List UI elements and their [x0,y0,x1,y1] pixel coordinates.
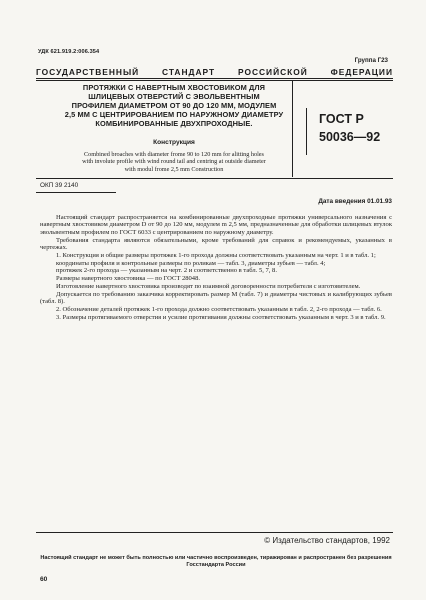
paragraph: 1. Конструкция и общие размеры протяжек 1-го прохода должны соответствовать указанным на черт. 1 и в табл. 1; [56,251,376,259]
udk-code: УДК 621.919.2:006.354 [38,49,100,55]
notice-line: Настоящий стандарт не может быть полностью или частично воспроизведен, тиражирован и распространен без разрешения [40,555,392,561]
paragraph: протяжек 2-го прохода — указанным на черт. 2 и соответственно в табл. 5, 7, 8. [56,267,277,275]
paragraph: Настоящий стандарт распространяется на комбинированные двухпроходные протяжки универсального назначения с навертным хвостовиком диаметром D от 90 до 120 мм, модулем m 2,5 мм, предназначенные для обработки шлицевых втулок эвольвентным профилем по ГОСТ 6033 с центрированием по наружному диаметру. [40,214,392,236]
title-line: ПРОТЯЖКИ С НАВЕРТНЫМ ХВОСТОВИКОМ ДЛЯ [82,83,266,92]
title-line: 2,5 ММ С ЦЕНТРИРОВАНИЕМ ПО НАРУЖНОМУ ДИАМЕТРУ [64,110,284,120]
paragraph: Требования стандарта являются обязательными, кроме требований для справок и рекомендуемых, указанных в чертежах. [40,236,392,251]
notice-line: Госстандарта России [186,562,246,568]
banner-word: РОССИЙСКОЙ [237,67,308,77]
paragraph: Изготовление навертного хвостовика производят по взаимной договоренности потребителя с изготовителем. [56,283,361,291]
group-code: Группа Г23 [354,57,388,64]
divider [36,80,393,81]
title-line: КОМБИНИРОВАННЫЕ ДВУХПРОХОДНЫЕ. [95,119,253,129]
paragraph: координаты профиля и контрольные размеры по роликам — табл. 3, диаметры зубьев — табл. 4; [56,259,326,267]
body-text [40,214,392,321]
document-subtitle: Конструкция [153,139,195,146]
paragraph: Допускается по требованию заказчика корректировать размер M (табл. 7) и диаметры чистовых и калибрующих зубьев (табл. 8). [40,290,392,306]
english-title-line: Combined broaches with diameter frome 90 to 120 mm for alitting holes [84,151,264,158]
introduction-date: Дата введения 01.01.93 [318,198,392,205]
banner-word: ФЕДЕРАЦИИ [330,67,393,77]
standard-banner [36,67,393,79]
document-title [56,83,292,128]
paragraph: 3. Размеры протягиваемого отверстия и усилие протягивания должны соответствовать указанным в черт. 3 и в табл. 9. [56,313,386,321]
title-line: ШЛИЦЕВЫХ ОТВЕРСТИЙ С ЭВОЛЬВЕНТНЫМ [88,92,260,102]
paragraph: 2. Обозначение деталей протяжек 1-го прохода должно соответствовать указанным в табл. 2, 2-го прохода — табл. 6. [56,306,382,314]
reproduction-notice [40,555,392,569]
divider [36,532,393,533]
banner-word: ГОСУДАРСТВЕННЫЙ [36,67,140,77]
page-number: 60 [40,576,48,583]
divider [36,192,116,193]
gost-number: 50036—92 [319,130,381,144]
title-line: ПРОФИЛЕМ ДИАМЕТРОМ ОТ 90 ДО 120 ММ, МОДУЛЕМ [71,101,277,111]
gost-designation [306,108,394,155]
gost-line: ГОСТ Р [319,112,364,126]
divider [292,81,293,177]
copyright-notice: © Издательство стандартов, 1992 [264,536,390,545]
english-title [56,151,292,173]
english-title-line: with involute profile with wind round tail and centring at outside diameter [82,158,266,166]
divider [36,178,393,179]
paragraph: Размеры навертного хвостовика — по ГОСТ 28048. [56,275,200,283]
okp-code: ОКП 39 2140 [40,182,79,189]
english-title-line: with modul frome 2,5 mm Construction [124,165,224,173]
banner-word: СТАНДАРТ [162,67,216,77]
